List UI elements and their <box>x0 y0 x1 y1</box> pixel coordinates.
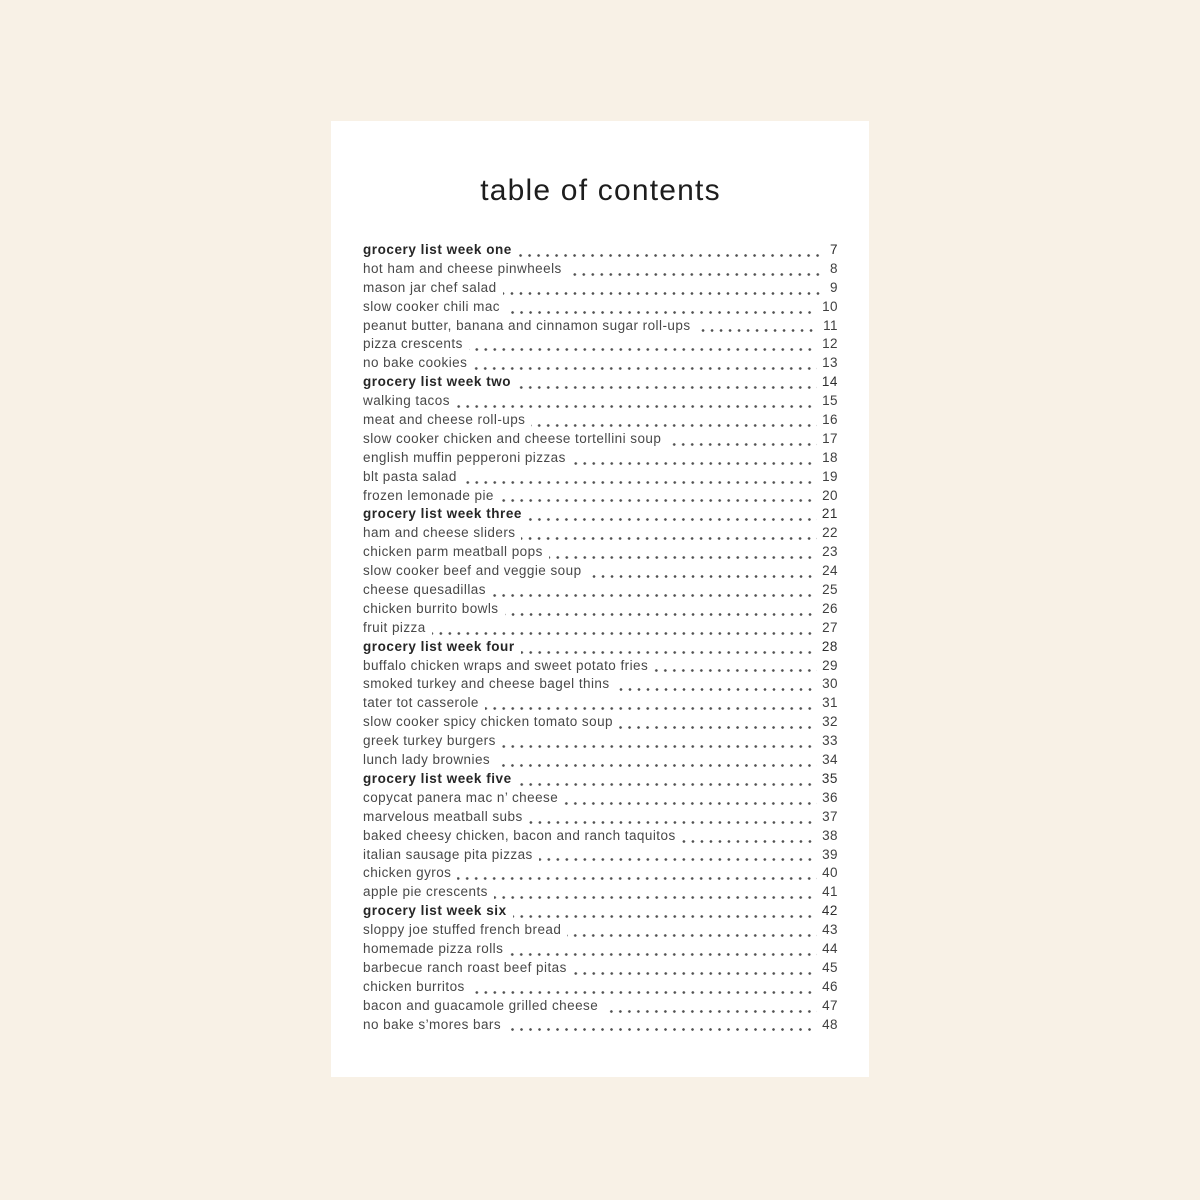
toc-page-number: 7 <box>829 242 838 257</box>
toc-page-number: 13 <box>822 355 838 371</box>
toc-row <box>363 864 838 883</box>
toc-entry-label: tater tot casserole <box>363 695 479 711</box>
toc-row <box>363 1016 838 1035</box>
toc-page-number: 33 <box>822 733 838 749</box>
toc-page-number: 31 <box>822 695 838 711</box>
toc-entry-label: no bake s’mores bars <box>363 1016 502 1032</box>
toc-dot-leader <box>509 953 817 956</box>
toc-dot-leader <box>496 764 817 767</box>
toc-entry-label: homemade pizza rolls <box>363 940 504 956</box>
toc-entry-label: chicken burritos <box>363 978 465 994</box>
toc-page-number: 26 <box>822 600 838 616</box>
toc-page-number: 23 <box>822 544 838 560</box>
toc-entry-label: grocery list week six <box>363 903 507 919</box>
toc-page-number: 45 <box>822 959 838 975</box>
toc-row <box>363 921 838 940</box>
toc-entry-label: grocery list week two <box>363 374 512 390</box>
toc-row <box>363 694 838 713</box>
toc-list <box>363 241 838 1034</box>
toc-row <box>363 298 838 317</box>
toc-row <box>363 959 838 978</box>
toc-row <box>363 449 838 468</box>
toc-page-number: 11 <box>823 317 838 333</box>
toc-dot-leader <box>507 1028 817 1031</box>
toc-page-number: 15 <box>822 393 838 409</box>
toc-dot-leader <box>469 348 817 351</box>
toc-page-number: 40 <box>822 865 838 881</box>
toc-dot-leader <box>505 613 818 616</box>
toc-dot-leader <box>568 273 825 276</box>
toc-entry-label: apple pie crescents <box>363 884 488 900</box>
toc-row <box>363 562 838 581</box>
toc-row <box>363 505 838 524</box>
toc-dot-leader <box>471 991 817 994</box>
toc-entry-label: cheese quesadillas <box>363 582 486 598</box>
toc-dot-leader <box>518 254 825 257</box>
toc-dot-leader <box>564 802 817 805</box>
toc-row <box>363 373 838 392</box>
toc-row <box>363 808 838 827</box>
toc-page-number: 42 <box>821 903 838 919</box>
toc-row <box>363 638 838 657</box>
toc-dot-leader <box>521 537 817 540</box>
toc-entry-label: slow cooker chicken and cheese tortellini soup <box>363 430 662 446</box>
page-title: table of contents <box>480 174 721 207</box>
toc-row <box>363 279 838 298</box>
toc-dot-leader <box>528 518 817 521</box>
toc-page-number: 10 <box>822 298 838 314</box>
toc-row <box>363 392 838 411</box>
toc-entry-label: sloppy joe stuffed french bread <box>363 922 562 938</box>
toc-entry-label: ham and cheese sliders <box>363 525 516 541</box>
toc-page-number: 19 <box>822 468 838 484</box>
toc-page-number: 35 <box>821 770 838 786</box>
toc-entry-label: blt pasta salad <box>363 468 457 484</box>
toc-page-number: 12 <box>822 336 838 352</box>
toc-row <box>363 940 838 959</box>
toc-page-number: 48 <box>822 1016 838 1032</box>
toc-row <box>363 260 838 279</box>
toc-dot-leader <box>506 311 817 314</box>
toc-dot-leader <box>463 481 817 484</box>
toc-entry-label: chicken burrito bowls <box>363 600 499 616</box>
toc-entry-label: walking tacos <box>363 393 450 409</box>
toc-dot-leader <box>588 575 818 578</box>
toc-entry-label: barbecue ranch roast beef pitas <box>363 959 567 975</box>
toc-entry-label: greek turkey burgers <box>363 733 496 749</box>
toc-page-number: 25 <box>822 582 838 598</box>
toc-dot-leader <box>456 405 817 408</box>
toc-row <box>363 430 838 449</box>
toc-page-number: 17 <box>822 430 838 446</box>
toc-dot-leader <box>539 858 817 861</box>
toc-dot-leader <box>616 688 817 691</box>
toc-dot-leader <box>502 745 817 748</box>
toc-dot-leader <box>549 556 817 559</box>
toc-dot-leader <box>457 877 817 880</box>
toc-page-number: 8 <box>830 260 838 276</box>
toc-row <box>363 770 838 789</box>
toc-entry-label: smoked turkey and cheese bagel thins <box>363 676 610 692</box>
toc-dot-leader <box>567 934 817 937</box>
toc-entry-label: chicken gyros <box>363 865 452 881</box>
toc-page-number: 34 <box>822 752 838 768</box>
toc-page-number: 38 <box>822 827 838 843</box>
toc-row <box>363 543 838 562</box>
toc-entry-label: grocery list week four <box>363 638 515 654</box>
toc-row <box>363 789 838 808</box>
toc-row <box>363 827 838 846</box>
toc-dot-leader <box>473 367 817 370</box>
toc-row <box>363 657 838 676</box>
toc-row <box>363 524 838 543</box>
toc-page-number: 20 <box>822 487 838 503</box>
toc-page-number: 36 <box>822 789 838 805</box>
toc-entry-label: slow cooker beef and veggie soup <box>363 563 582 579</box>
toc-page-number: 16 <box>822 412 838 428</box>
toc-dot-leader <box>572 462 817 465</box>
toc-entry-label: mason jar chef salad <box>363 279 497 295</box>
toc-dot-leader <box>604 1010 817 1013</box>
toc-page-number: 22 <box>822 525 838 541</box>
toc-row <box>363 335 838 354</box>
toc-dot-leader <box>667 443 817 446</box>
toc-entry-label: copycat panera mac n’ cheese <box>363 789 559 805</box>
toc-entry-label: chicken parm meatball pops <box>363 544 543 560</box>
toc-page-number: 44 <box>822 940 838 956</box>
toc-entry-label: lunch lady brownies <box>363 752 491 768</box>
toc-row <box>363 846 838 865</box>
toc-page-number: 18 <box>822 449 838 465</box>
toc-page-number: 9 <box>830 279 838 295</box>
toc-entry-label: grocery list week five <box>363 770 512 786</box>
toc-dot-leader <box>485 707 817 710</box>
toc-dot-leader <box>531 424 817 427</box>
toc-entry-label: marvelous meatball subs <box>363 808 523 824</box>
toc-row <box>363 902 838 921</box>
toc-entry-label: grocery list week one <box>363 242 512 257</box>
toc-dot-leader <box>654 669 817 672</box>
toc-entry-label: grocery list week three <box>363 506 522 522</box>
toc-entry-label: bacon and guacamole grilled cheese <box>363 997 599 1013</box>
toc-row <box>363 468 838 487</box>
toc-dot-leader <box>503 292 825 295</box>
toc-row <box>363 411 838 430</box>
toc-entry-label: meat and cheese roll-ups <box>363 412 526 428</box>
toc-entry-label: italian sausage pita pizzas <box>363 846 533 862</box>
toc-entry-label: no bake cookies <box>363 355 468 371</box>
toc-entry-label: frozen lemonade pie <box>363 487 494 503</box>
toc-page-number: 37 <box>822 808 838 824</box>
toc-row <box>363 354 838 373</box>
toc-entry-label: buffalo chicken wraps and sweet potato fries <box>363 657 649 673</box>
toc-page-number: 14 <box>821 374 838 390</box>
toc-page-number: 43 <box>822 922 838 938</box>
toc-dot-leader <box>619 726 817 729</box>
toc-page-number: 27 <box>822 619 838 635</box>
toc-row <box>363 487 838 506</box>
toc-row <box>363 883 838 902</box>
toc-dot-leader <box>529 821 817 824</box>
toc-entry-label: baked cheesy chicken, bacon and ranch taquitos <box>363 827 676 843</box>
toc-row <box>363 581 838 600</box>
toc-row <box>363 675 838 694</box>
toc-dot-leader <box>494 896 817 899</box>
toc-row <box>363 241 838 260</box>
toc-entry-label: slow cooker spicy chicken tomato soup <box>363 714 614 730</box>
toc-entry-label: fruit pizza <box>363 619 426 635</box>
toc-entry-label: peanut butter, banana and cinnamon sugar roll-ups <box>363 317 691 333</box>
toc-page-number: 24 <box>822 563 838 579</box>
toc-dot-leader <box>682 840 817 843</box>
toc-page-number: 28 <box>821 638 838 654</box>
toc-dot-leader <box>521 651 817 654</box>
toc-row <box>363 619 838 638</box>
toc-page-number: 41 <box>822 884 838 900</box>
toc-dot-leader <box>573 972 817 975</box>
toc-page-number: 21 <box>821 506 838 522</box>
toc-row <box>363 997 838 1016</box>
toc-page-number: 32 <box>822 714 838 730</box>
toc-page-number: 46 <box>822 978 838 994</box>
toc-entry-label: slow cooker chili mac <box>363 298 500 314</box>
toc-row <box>363 600 838 619</box>
toc-row <box>363 732 838 751</box>
toc-row <box>363 978 838 997</box>
toc-dot-leader <box>492 594 817 597</box>
toc-entry-label: pizza crescents <box>363 336 463 352</box>
toc-dot-leader <box>432 632 817 635</box>
document-page <box>331 121 869 1077</box>
toc-row <box>363 751 838 770</box>
toc-row <box>363 317 838 336</box>
toc-page-number: 39 <box>822 846 838 862</box>
toc-page-number: 47 <box>822 997 838 1013</box>
toc-dot-leader <box>517 386 817 389</box>
toc-row <box>363 713 838 732</box>
toc-dot-leader <box>513 915 817 918</box>
toc-page-number: 29 <box>822 657 838 673</box>
toc-dot-leader <box>500 499 817 502</box>
toc-page-number: 30 <box>822 676 838 692</box>
toc-dot-leader <box>518 783 817 786</box>
toc-dot-leader <box>697 329 819 332</box>
toc-entry-label: hot ham and cheese pinwheels <box>363 260 562 276</box>
toc-entry-label: english muffin pepperoni pizzas <box>363 449 566 465</box>
